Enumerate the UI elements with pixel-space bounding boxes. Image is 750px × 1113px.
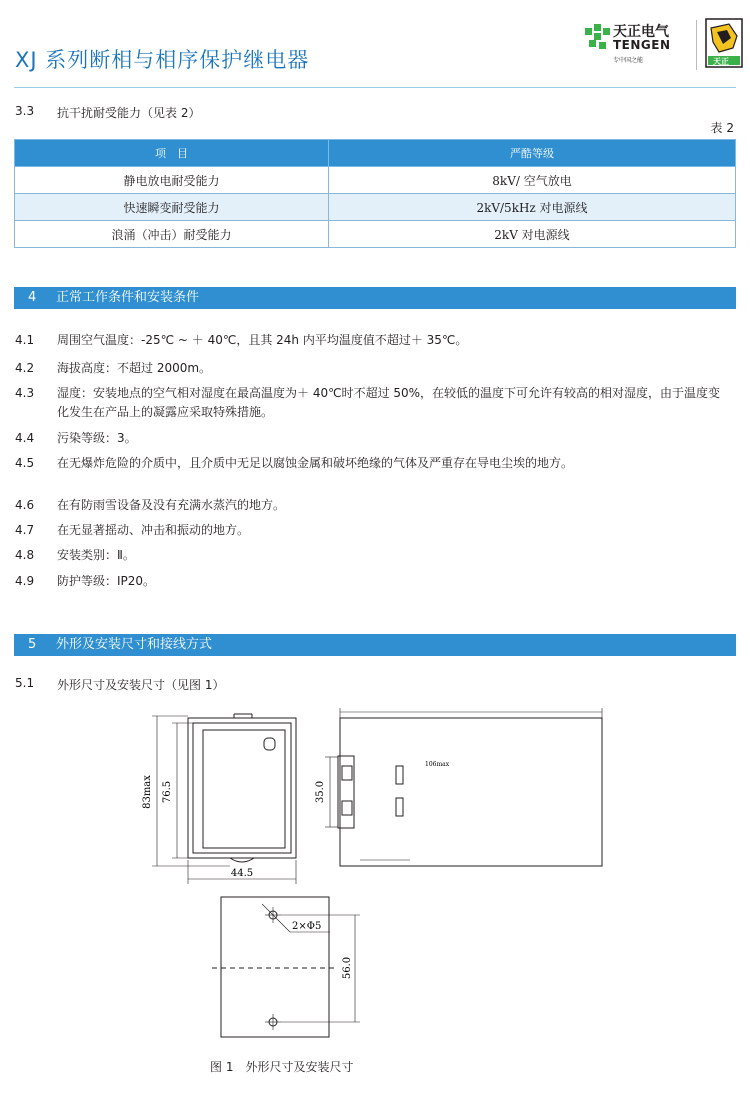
- dim-44-5: 44.5: [230, 868, 254, 879]
- list-item-text: 安装类别：Ⅱ。: [57, 548, 135, 562]
- brand-logo: [583, 22, 613, 52]
- brand-badge: [705, 18, 743, 68]
- immunity-table: [14, 139, 736, 248]
- dim-hole: 2×Φ5: [292, 921, 322, 932]
- brand-tagline: 专中国之能: [613, 57, 644, 64]
- section-5-title: 外形及安装尺寸和接线方式: [56, 637, 213, 652]
- table-row: [15, 194, 736, 221]
- list-item-text: 防护等级：IP20。: [57, 574, 156, 588]
- table-cell: 快速瞬变耐受能力: [15, 194, 329, 221]
- list-item-number: 4.1: [15, 333, 35, 347]
- list-item-text: 海拔高度：不超过 2000m。: [57, 361, 212, 375]
- list-item-text: 在有防雨雪设备及没有充满水蒸汽的地方。: [57, 498, 286, 512]
- page-title: XJ 系列断相与相序保护继电器: [15, 48, 310, 72]
- table-header-level: 严酷等级: [329, 140, 736, 167]
- list-item-text: 在无显著摇动、冲击和振动的地方。: [57, 523, 250, 537]
- table-row: [15, 167, 736, 194]
- mounting-view: [212, 897, 360, 1037]
- side-view: [325, 708, 602, 866]
- header-rule: [14, 87, 736, 88]
- list-item-number: 4.5: [15, 456, 35, 470]
- dim-56: 56.0: [342, 956, 353, 980]
- dim-76-5: 76.5: [162, 780, 173, 804]
- list-item-number: 4.2: [15, 361, 35, 375]
- table-cell: 2kV/5kHz 对电源线: [329, 194, 736, 221]
- list-item-number: 4.7: [15, 523, 35, 537]
- table-cell: 2kV 对电源线: [329, 221, 736, 248]
- section-4-number: 4: [28, 290, 37, 305]
- table-cell: 浪涌（冲击）耐受能力: [15, 221, 329, 248]
- list-item-number: 4.6: [15, 498, 35, 512]
- brand-name-en: TENGEN: [613, 38, 671, 52]
- section-3-3-number: 3.3: [15, 104, 35, 118]
- table-cell: 8kV/ 空气放电: [329, 167, 736, 194]
- list-item-text: 污染等级：3。: [57, 431, 137, 445]
- table-row: [15, 221, 736, 248]
- tengen-logo-icon: [583, 22, 613, 52]
- header-divider: [696, 20, 697, 70]
- list-item-text: 在无爆炸危险的介质中，且介质中无足以腐蚀金属和破坏绝缘的气体及严重存在导电尘埃的地方。: [57, 456, 574, 470]
- section-5-header: [14, 634, 736, 656]
- list-item-number: 4.4: [15, 431, 35, 445]
- section-4-title: 正常工作条件和安装条件: [56, 290, 200, 305]
- section-5-1-title: 外形尺寸及安装尺寸（见图 1）: [57, 678, 225, 692]
- figure-caption: 图 1 外形尺寸及安装尺寸: [210, 1060, 354, 1074]
- section-4-header: [14, 287, 736, 309]
- list-item-text: 湿度：安装地点的空气相对湿度在最高温度为＋ 40℃时不超过 50%，在较低的温度下可允许有较高的相对湿度，由于温度变化发生在产品上的凝露应采取特殊措施。: [57, 386, 721, 419]
- dim-83max: 83max: [142, 775, 153, 809]
- dim-106max: 106max: [425, 761, 450, 768]
- list-item-number: 4.3: [15, 386, 35, 400]
- badge-text: 天正: [713, 57, 729, 66]
- dimension-drawing: [0, 700, 750, 1050]
- table-header-item: 项 目: [15, 140, 329, 167]
- list-item-number: 4.9: [15, 574, 35, 588]
- dim-35: 35.0: [315, 780, 326, 804]
- list-item-text: 周围空气温度：-25℃ ~ ＋ 40℃，且其 24h 内平均温度值不超过＋ 35℃。: [57, 333, 468, 347]
- table-label: 表 2: [710, 121, 734, 135]
- table-header-row: [15, 140, 736, 167]
- brand-name-cn: 天正电气: [613, 24, 669, 40]
- section-5-1-number: 5.1: [15, 676, 35, 690]
- table-cell: 静电放电耐受能力: [15, 167, 329, 194]
- list-item-number: 4.8: [15, 548, 35, 562]
- section-3-3-title: 抗干扰耐受能力（见表 2）: [57, 106, 201, 120]
- section-5-number: 5: [28, 637, 37, 652]
- front-view: [152, 714, 296, 884]
